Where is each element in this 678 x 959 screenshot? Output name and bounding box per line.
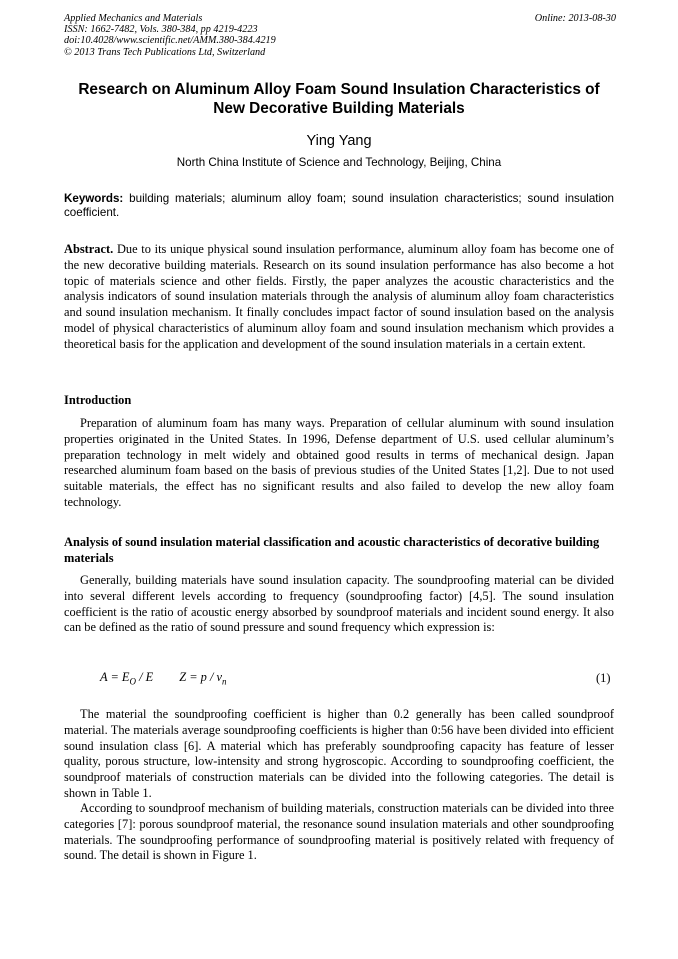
equation-a-subscript: O xyxy=(129,676,136,687)
equation-z: Z = p / v xyxy=(179,670,222,684)
equation-a-tail: / E xyxy=(135,670,154,684)
soundproofing-coefficient-paragraph: The material the soundproofing coefficient is higher than 0.2 generally has been called soundproof material. The materials average soundproofing coefficients is higher than 0:56 have been divided into efficient sound insulation class [6]. A material which has preferably soundproofing capacity has feature of lesser quality, porous structure, low-intensity and strong hygroscopic. According to soundproofing coefficient, the soundproof materials of construction materials can be divided into the following categories. The detail is shown in Table 1. xyxy=(64,707,614,800)
author-affiliation: North China Institute of Science and Technology, Beijing, China xyxy=(176,156,502,169)
keywords-label: Keywords: xyxy=(64,192,124,205)
issn-line: ISSN: 1662-7482, Vols. 380-384, pp 4219-4223 xyxy=(64,24,258,36)
title-line-1: Research on Aluminum Alloy Foam Sound Insulation Characteristics of xyxy=(78,81,600,98)
online-date: Online: 2013-08-30 xyxy=(534,13,616,24)
section-heading-introduction: Introduction xyxy=(64,393,132,407)
abstract-text: Due to its unique physical sound insulation performance, aluminum alloy foam has become one of the new decorative building materials. Research on its sound insulation performance has also become a hot topic of materials science and other fields. Firstly, the paper analyzes the acoustic characteristics and the analysis indicators of sound insulation materials through the analysis of aluminum alloy foam characteristics and sound insulation mechanism. It finally concludes impact factor of sound insulation based on the analysis model of physical characteristics of aluminum alloy foam and sound insulation mechanism which provides a theoretical basis for the application and development of the sound insulation materials in a certain extent. xyxy=(64,242,614,351)
copyright-line: © 2013 Trans Tech Publications Ltd, Switzerland xyxy=(64,46,266,58)
doi-line: doi:10.4028/www.scientific.net/AMM.380-384.4219 xyxy=(64,35,276,47)
soundproof-mechanism-paragraph: According to soundproof mechanism of building materials, construction materials can be divided into three categories [7]: porous soundproof material, the resonance sound insulation materials and other soundproofing materials. The soundproofing performance of soundproofing material is positively related with frequency of sound. The detail is shown in Figure 1. xyxy=(64,801,614,863)
equation-z-subscript: n xyxy=(221,676,227,687)
author-name: Ying Yang xyxy=(306,133,372,149)
abstract-paragraph xyxy=(64,242,614,353)
equation-a: A = E xyxy=(100,670,130,684)
paper-title xyxy=(40,80,638,118)
abstract-label: Abstract. xyxy=(64,242,114,256)
journal-name: Applied Mechanics and Materials xyxy=(64,13,203,24)
keywords-text: building materials; aluminum alloy foam; sound insulation characteristics; sound insulation coefficient. xyxy=(64,192,614,219)
section-heading-analysis: Analysis of sound insulation material classification and acoustic characteristics of decorative building materials xyxy=(64,535,600,565)
equation-number: (1) xyxy=(596,671,611,685)
title-line-2: New Decorative Building Materials xyxy=(213,100,465,117)
equation-1 xyxy=(100,670,226,686)
journal-header xyxy=(64,13,616,58)
keywords-block xyxy=(64,192,614,220)
analysis-paragraph: Generally, building materials have sound insulation capacity. The soundproofing material can be divided into several different levels according to frequency (soundproofing factor) [4,5]. The sound insulation coefficient is the ratio of acoustic energy absorbed by soundproof materials and incident sound energy. It also can be defined as the ratio of sound pressure and sound frequency which expression is: xyxy=(64,573,614,635)
introduction-paragraph: Preparation of aluminum foam has many ways. Preparation of cellular aluminum with sound insulation properties originated in the United States. In 1996, Defense department of U.S. used cellular aluminum’s preparation technology in melt widely and obtained good results in terms of mechanical design. Japan researched aluminum foam based on the basis of previous studies of the United States [1,2]. Due to not used suitable materials, the effect has no significant results and also failed to develop the new alloy foam technology. xyxy=(64,416,614,509)
